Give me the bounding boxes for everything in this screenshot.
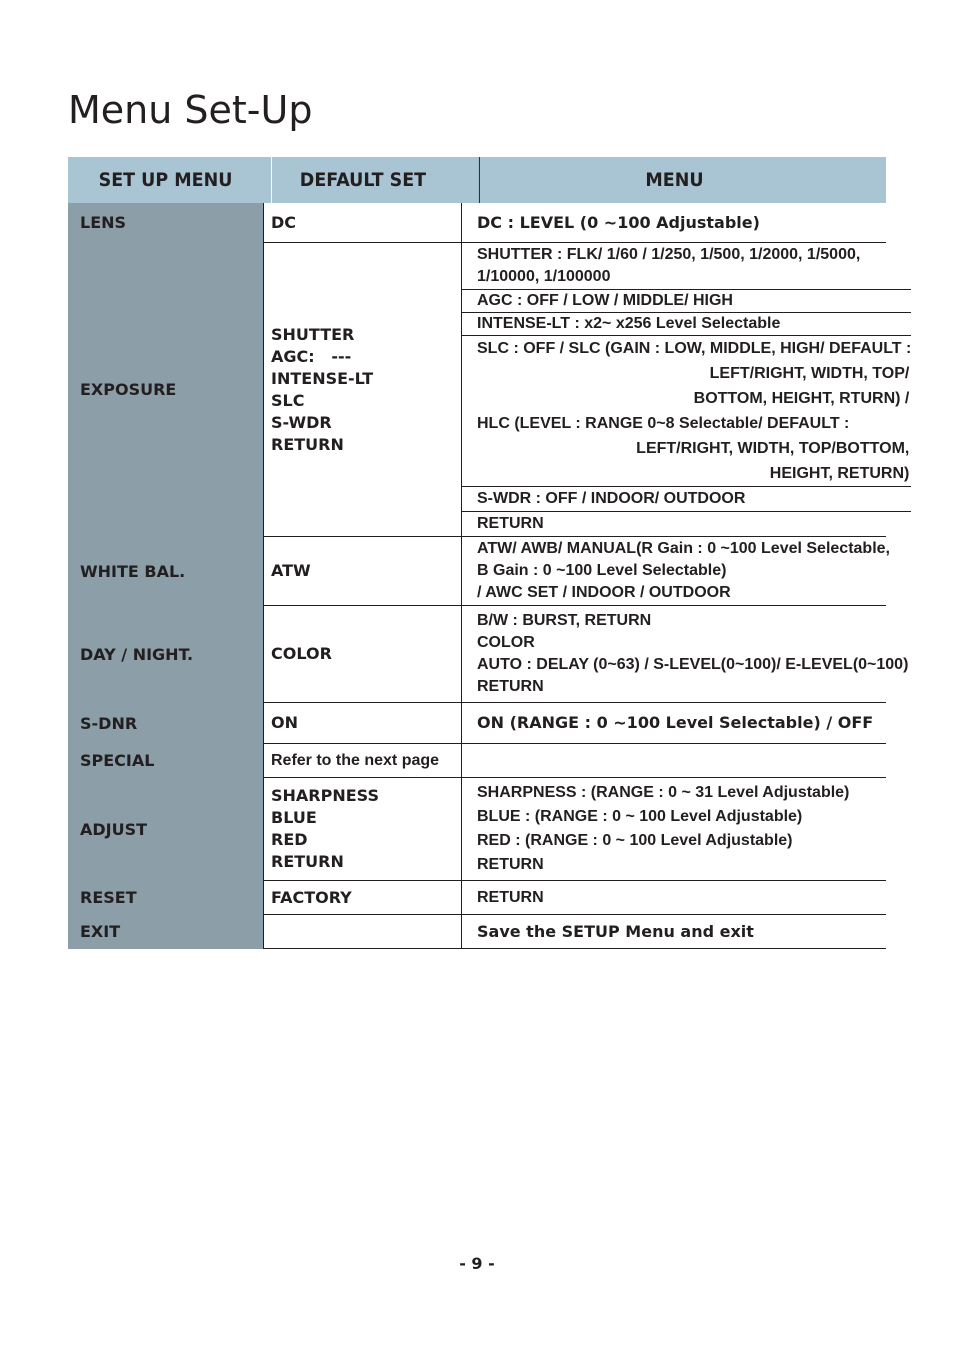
menu-cell: SHARPNESS : (RANGE : 0 ~ 31 Level Adjustable) BLUE : (RANGE : 0 ~ 100 Level Adjustable) RED : (RANGE : 0 ~ 100 Level Adjustable) RETURN (461, 778, 886, 880)
default-set-cell: DC (263, 203, 461, 242)
menu-slc-hlc: SLC : OFF / SLC (GAIN : LOW, MIDDLE, HIGH/ DEFAULT : LEFT/RIGHT, WIDTH, TOP/ BOTTOM, HEIGHT, RTURN) / HLC (LEVEL : RANGE 0~8 Selectable/ DEFAULT : LEFT/RIGHT, WIDTH, TOP/BOTTOM, HEIGHT, RETURN) (462, 336, 911, 488)
default-set-cell: ATW (263, 537, 461, 605)
menu-cell: B/W : BURST, RETURN COLOR AUTO : DELAY (0~63) / S-LEVEL(0~100)/ E-LEVEL(0~100) RETURN (461, 606, 908, 702)
table-row-exposure (68, 243, 912, 537)
setup-menu-cell: DAY / NIGHT. (68, 606, 263, 703)
setup-menu-cell: S-DNR (68, 703, 263, 744)
table-row-white-bal (68, 537, 890, 606)
table-row-reset (68, 881, 886, 915)
menu-agc: AGC : OFF / LOW / MIDDLE/ HIGH (462, 290, 911, 313)
menu-cell: ON (RANGE : 0 ~100 Level Selectable) / OFF (461, 703, 886, 743)
menu-cell: DC : LEVEL (0 ~100 Adjustable) (461, 203, 886, 242)
table-row-adjust (68, 778, 886, 881)
menu-cell: RETURN (461, 881, 886, 914)
default-set-cell: SHARPNESS BLUE RED RETURN (263, 778, 461, 880)
menu-intense-lt: INTENSE-LT : x2~ x256 Level Selectable (462, 313, 911, 336)
setup-menu-cell: EXPOSURE (68, 243, 263, 537)
header-default-set: DEFAULT SET (271, 157, 454, 203)
default-set-cell: SHUTTER AGC: --- INTENSE-LT SLC S-WDR RETURN (263, 243, 461, 536)
menu-return: RETURN (477, 515, 544, 533)
default-set-cell (263, 915, 461, 948)
setup-menu-cell: WHITE BAL. (68, 537, 263, 606)
setup-menu-cell: LENS (68, 203, 263, 243)
default-set-cell: ON (263, 703, 461, 743)
page-title: Menu Set-Up (68, 88, 313, 132)
header-menu: MENU (479, 157, 869, 203)
menu-s-wdr: S-WDR : OFF / INDOOR/ OUTDOOR (462, 487, 911, 512)
setup-menu-cell: SPECIAL (68, 744, 263, 778)
default-set-cell: COLOR (263, 606, 461, 702)
setup-menu-cell: ADJUST (68, 778, 263, 881)
menu-cell: ATW/ AWB/ MANUAL(R Gain : 0 ~100 Level Selectable, B Gain : 0 ~100 Level Selectable) / AWC SET / INDOOR / OUTDOOR (461, 537, 890, 605)
table-row-special (68, 744, 886, 778)
default-set-cell: FACTORY (263, 881, 461, 914)
table-row-exit (68, 915, 886, 949)
menu-cell: Save the SETUP Menu and exit (461, 915, 886, 948)
menu-setup-table (68, 157, 912, 949)
default-set-cell: Refer to the next page (263, 744, 461, 777)
header-setup-menu: SET UP MENU (98, 169, 233, 191)
menu-shutter: SHUTTER : FLK/ 1/60 / 1/250, 1/500, 1/2000, 1/5000, 1/10000, 1/100000 (462, 243, 911, 290)
menu-cell (461, 744, 886, 777)
table-row-s-dnr (68, 703, 886, 744)
table-header (68, 157, 886, 203)
table-row-lens (68, 203, 886, 243)
page-number: - 9 - (459, 1254, 495, 1273)
table-row-day-night (68, 606, 909, 703)
menu-cell (461, 243, 911, 536)
setup-menu-cell: RESET (68, 881, 263, 915)
setup-menu-cell: EXIT (68, 915, 263, 949)
